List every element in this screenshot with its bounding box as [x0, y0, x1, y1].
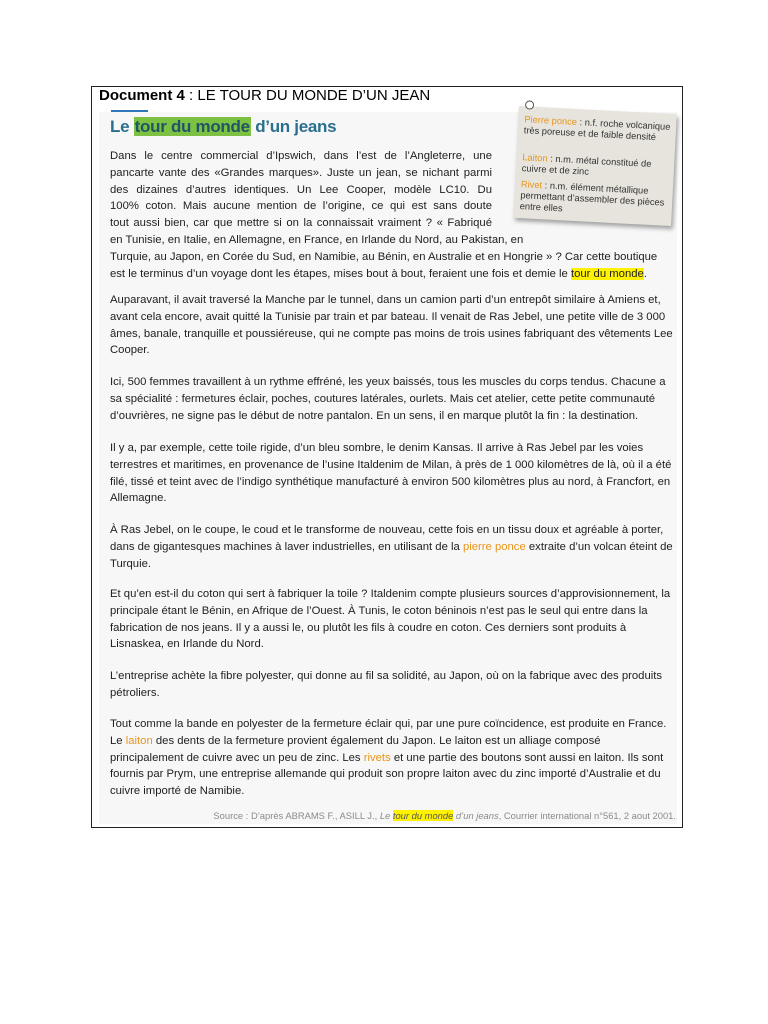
- p1-line: des dizaines d’autres identiques. Un Lee Cooper, modèle LC10. Du: [110, 183, 492, 196]
- p1-line: 100% coton. Mais aucune mention de l’origine, ce qui est sans doute: [110, 200, 492, 213]
- term-laiton: laiton: [125, 734, 153, 747]
- glossary-definition: : n.f. roche volcanique très poreuse et de faible densité: [523, 117, 671, 143]
- p8-text: des dents de la fermeture provient également du Japon. Le laiton est un alliage composé principalement de cuivre avec un peu de zinc. Les: [110, 734, 601, 764]
- p1-text: est le terminus d’un voyage dont les étapes, mises bout à bout, feraient une fois et demie le: [110, 267, 571, 280]
- glossary-definition: : n.m. élément métallique permettant d’assembler des pièces entre elles: [519, 180, 665, 214]
- source-highlight: tour du monde: [392, 810, 454, 821]
- article-title-prefix: Le: [110, 117, 134, 136]
- p1-end: .: [643, 267, 647, 280]
- paragraph-1-cont: [110, 232, 676, 282]
- paragraph-1: [110, 148, 492, 232]
- term-rivets: rivets: [363, 751, 391, 764]
- paragraph-6: Et qu’en est-il du coton qui sert à fabriquer la toile ? Italdenim compte plusieurs sources d’approvisionnement, la principale étant le Bénin, en Afrique de l’Ouest. À Tunis, le coton béninois n’est pas le seul qui entre dans la fabrication de nos jeans. Il y a aussi le, ou plutôt les fils à coudre en coton. Ces derniers sont produits à Lisnaskea, en Irlande du Nord.: [110, 588, 671, 651]
- glossary-term: Laiton: [522, 152, 548, 164]
- glossary-note: [513, 106, 677, 226]
- highlight-tour-du-monde: tour du monde: [570, 267, 644, 280]
- paragraph-4: Il y a, par exemple, cette toile rigide, d’un bleu sombre, le denim Kansas. Il arrive à Ras Jebel par les voies terrestres et maritimes, en provenance de l’usine Italdenim de Milan, à près de 1 000 kilomètres de là, où il a été filé, tissé et teint avec de l’indigo synthétique manufacturé à environ 500 kilomètres plus au nord, à Francfort, en Allemagne.: [110, 442, 672, 505]
- document-heading: [99, 86, 430, 105]
- paragraph-7: L’entreprise achète la fibre polyester, qui donne au fil sa solidité, au Japon, où on la fabrique avec des produits pétroliers.: [110, 670, 663, 699]
- term-pierre-ponce: pierre ponce: [462, 540, 526, 553]
- note-ring-icon: [525, 100, 534, 109]
- glossary-definition: : n.m. métal constitué de cuivre et de zinc: [521, 153, 652, 177]
- paragraph-8: [110, 716, 676, 800]
- source-italic-prefix: Le: [379, 810, 393, 821]
- source-italic-suffix: d’un jeans: [453, 810, 499, 821]
- document-label: Document 4: [99, 87, 185, 104]
- article-title: [110, 117, 336, 137]
- p5-text: À Ras Jebel, on le coupe, le coud et le transforme de nouveau, cette fois en un tissu doux et agréable à porter, dans de gigantesques machines à laver industrielles, en utilisant de la: [110, 524, 664, 553]
- article-title-suffix: d’un jeans: [250, 117, 337, 136]
- p1-line: tout aussi bien, car que mettre si on la connaissait vraiment ? « Fabriqué: [110, 217, 492, 230]
- glossary-entry-pierre-ponce: [523, 114, 672, 144]
- glossary-entry-rivet: [519, 179, 669, 220]
- glossary-term: Pierre ponce: [524, 114, 578, 127]
- source-text-end: , Courrier international n°561, 2 aout 2001.: [498, 810, 676, 821]
- p1-line: pancarte vante des «Grandes marques». Juste un jean, se nichant parmi: [110, 166, 492, 179]
- p5-text-end: extraite d’un volcan éteint de Turquie.: [110, 540, 673, 570]
- source-text: : D’après ABRAMS F., ASILL J.,: [243, 810, 380, 821]
- article-title-highlight: tour du monde: [134, 117, 250, 136]
- source-label: Source: [213, 810, 244, 821]
- title-accent-rule: [111, 110, 148, 112]
- paragraph-5: [110, 522, 676, 572]
- p1-line: Turquie, au Japon, en Corée du Sud, en Namibie, au Bénin, en Australie et en Hongrie » ? Car cette boutique: [110, 250, 658, 263]
- paragraph-3: Ici, 500 femmes travaillent à un rythme effréné, les yeux baissés, tous les muscles du corps tendus. Chacune a sa spécialité : fermetures éclair, poches, coutures latérales, ourlets. Mais cet atelier, cette petite communauté d’ouvrières, ne signe pas le début de notre pantalon. En un sens, il en marque plutôt la fin : la destination.: [110, 376, 666, 422]
- source-citation: [110, 810, 676, 821]
- glossary-entry-laiton: [521, 152, 670, 182]
- document-title: LE TOUR DU MONDE D’UN JEAN: [197, 87, 431, 104]
- p8-text: Tout comme la bande en polyester de la fermeture éclair qui, par une pure coïncidence, est produite en France. Le: [110, 718, 667, 747]
- p1-line: en Tunisie, en Italie, en Allemagne, en France, en Irlande du Nord, au Pakistan, en: [110, 234, 524, 246]
- glossary-term: Rivet: [520, 179, 543, 191]
- p1-line: Dans le centre commercial d’Ipswich, dans l’est de l’Angleterre, une: [110, 150, 492, 162]
- paragraph-2: Auparavant, il avait traversé la Manche par le tunnel, dans un camion parti d’un entrepôt similaire à Amiens et, avant cela encore, avait quitté la Tunisie par train et par bateau. Il venait de Ras Jebel, une petite ville de 3 000 âmes, banale, tranquille et poussiéreuse, qui ne compte pas moins de trois usines fabriquant des vêtements Lee Cooper.: [110, 294, 673, 357]
- heading-separator: :: [184, 87, 198, 104]
- p8-text-end: et une partie des boutons sont aussi en laiton. Ils sont fournis par Prym, une entreprise allemande qui produit son propre laiton avec du zinc importé d’Australie et du cuivre importé de Namibie.: [110, 751, 664, 798]
- p1-line-last: [110, 266, 676, 283]
